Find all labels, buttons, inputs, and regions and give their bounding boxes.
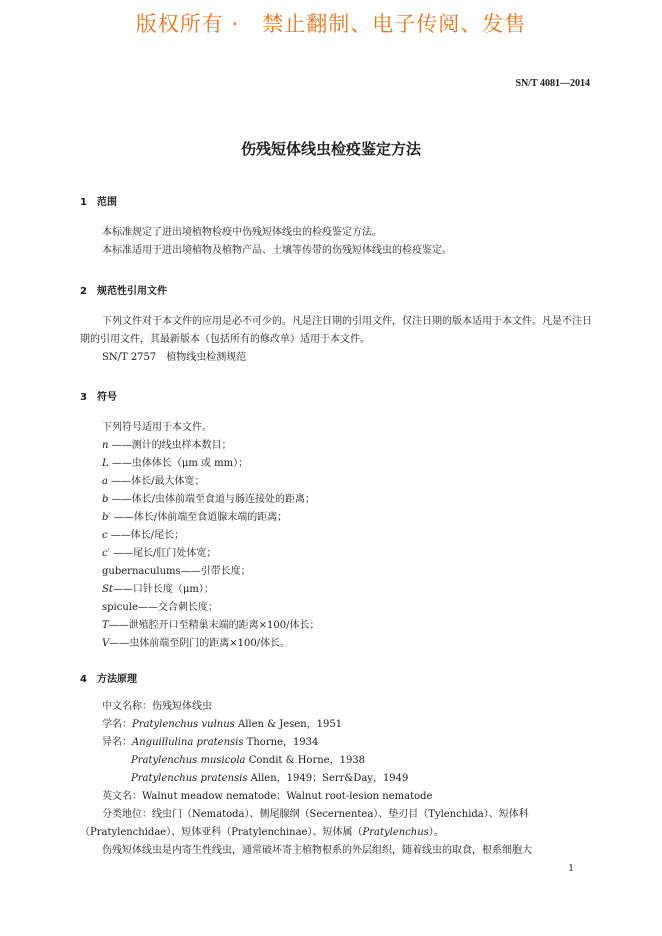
page-number: 1 [568,864,574,874]
paragraph: 本标准适用于进出境植物及植物产品、土壤等传带的伤残短体线虫的检疫鉴定。 [102,245,452,256]
symbol-item: gubernaculums——引带长度； [102,566,251,577]
section-4-body [80,698,592,860]
symbol-intro: 下列符号适用于本文件。 [102,422,212,433]
section-2-heading: 2 规范性引用文件 [80,286,167,297]
section-3-heading: 3 符号 [80,392,117,403]
normative-reference: SN/T 2757 植物线虫检测规范 [102,352,247,363]
copyright-banner: 版权所有 · 禁止翻制、电子传阅、发售 [135,12,527,36]
paragraph: 本标准规定了进出境植物检疫中伤残短体线虫的检疫鉴定方法。 [102,227,382,238]
symbol-item: c′ ——尾长/肛门处体宽； [102,548,217,559]
symbol-item: a ——体长/最大体宽； [102,476,205,487]
synonym-2: Pratylenchus musicola Condit & Horne，1938 [131,755,366,766]
section-2-body [80,313,592,367]
section-1-body [80,224,592,260]
synonym-1: 异名：Anguillulina pratensis Thorne，1934 [102,737,319,748]
symbol-item: St——口针长度（μm）； [102,584,214,595]
scientific-name: 学名：Pratylenchus vulnus Allen & Jesen，1951 [102,719,343,730]
chinese-name: 中文名称：伤残短体线虫 [102,701,212,712]
classification: 分类地位：线虫门（Nematoda）、侧尾腺纲（Secernentea）、垫刃目（Tylenchida）、短体科（Pratylenchidae）、短体亚科（Pratylenchinae）、短体属（Pratylenchus）。 [80,809,529,838]
symbol-item: L ——虫体体长（μm 或 mm）； [102,458,249,469]
section-1-heading: 1 范围 [80,197,117,208]
symbol-item: b′ ——体长/体前端至食道腺末端的距离； [102,512,288,523]
section-4-heading: 4 方法原理 [80,674,137,685]
paragraph: 下列文件对于本文件的应用是必不可少的。凡是注日期的引用文件，仅注日期的版本适用于本文件。凡是不注日期的引用文件，其最新版本（包括所有的修改单）适用于本文件。 [80,316,592,345]
symbol-item: spicule——交合刺长度； [102,602,218,613]
symbol-item: V——虫体前端至阴门的距离×100/体长。 [102,638,291,649]
document-title: 伤残短体线虫检疫鉴定方法 [240,140,421,158]
symbol-item: T——泄殖腔开口至精巢末端的距离×100/体长； [102,620,320,631]
synonym-3: Pratylenchus pratensis Allen，1949；Serr&Day，1949 [131,773,409,784]
symbol-list [80,419,592,653]
symbol-item: c ——体长/尾长； [102,530,185,541]
symbol-item: b ——体长/虫体前端至食道与肠连接处的距离； [102,494,315,505]
description-paragraph: 伤残短体线虫是内寄生性线虫，通常破坏寄主植物根系的外层组织，随着线虫的取食，根系细胞大 [102,845,532,856]
english-name: 英文名：Walnut meadow nematode；Walnut root-lesion nematode [102,791,433,802]
standard-number: SN/T 4081—2014 [515,78,590,89]
symbol-item: n ——测计的线虫样本数目； [102,440,232,451]
